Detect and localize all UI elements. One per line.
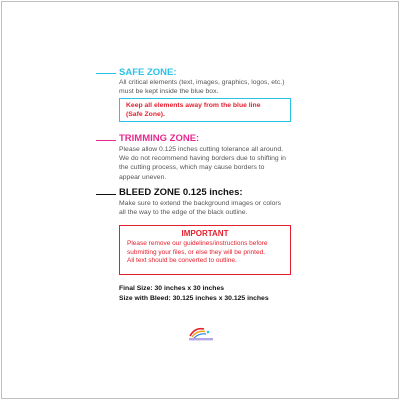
bleed-zone-line: Make sure to extend the background images or colors	[119, 200, 282, 207]
safe-zone-note-line: Keep all elements away from the blue line	[126, 102, 261, 109]
bleed-zone-leader-line	[96, 194, 116, 195]
final-size: Final Size: 30 inches x 30 inches	[119, 285, 225, 292]
safe-zone-leader-line	[96, 73, 116, 74]
trimming-zone-line: We do not recommend having borders due to shifting in	[119, 155, 286, 163]
safe-zone-description	[119, 78, 319, 96]
bleed-zone-line: all the way to the edge of the black outline.	[119, 209, 248, 217]
safe-zone-line: All critical elements (text, images, graphics, logos, etc.)	[119, 79, 285, 86]
safe-zone-note-box	[119, 98, 291, 122]
important-line: All text should be converted to outline.	[127, 257, 237, 264]
company-logo-icon	[186, 325, 216, 343]
bleed-zone-description	[119, 199, 319, 217]
important-notice-box	[119, 225, 291, 275]
size-with-bleed: Size with Bleed: 30.125 inches x 30.125 inches	[119, 294, 269, 302]
trimming-zone-leader-line	[96, 140, 116, 141]
safe-zone-line: must be kept inside the blue box.	[119, 88, 219, 96]
important-title: IMPORTANT	[181, 229, 229, 238]
trimming-zone-line: appear uneven.	[119, 173, 167, 181]
trimming-zone-description	[119, 145, 329, 182]
trimming-zone-line: Please allow 0.125 inches cutting tolerance all around.	[119, 146, 283, 153]
trimming-zone-line: the cutting process, which may cause borders to	[119, 164, 265, 172]
size-specs	[119, 284, 269, 303]
important-line: Please remove our guidelines/instructions before	[127, 240, 268, 247]
bleed-zone-heading: BLEED ZONE 0.125 inches:	[119, 187, 243, 198]
important-text	[127, 240, 283, 266]
safe-zone-note-line: (Safe Zone).	[126, 111, 165, 118]
important-line: submitting your files, or else they will be printed.	[127, 248, 266, 256]
safe-zone-heading: SAFE ZONE:	[119, 67, 177, 78]
trimming-zone-heading: TRIMMING ZONE:	[119, 133, 200, 144]
